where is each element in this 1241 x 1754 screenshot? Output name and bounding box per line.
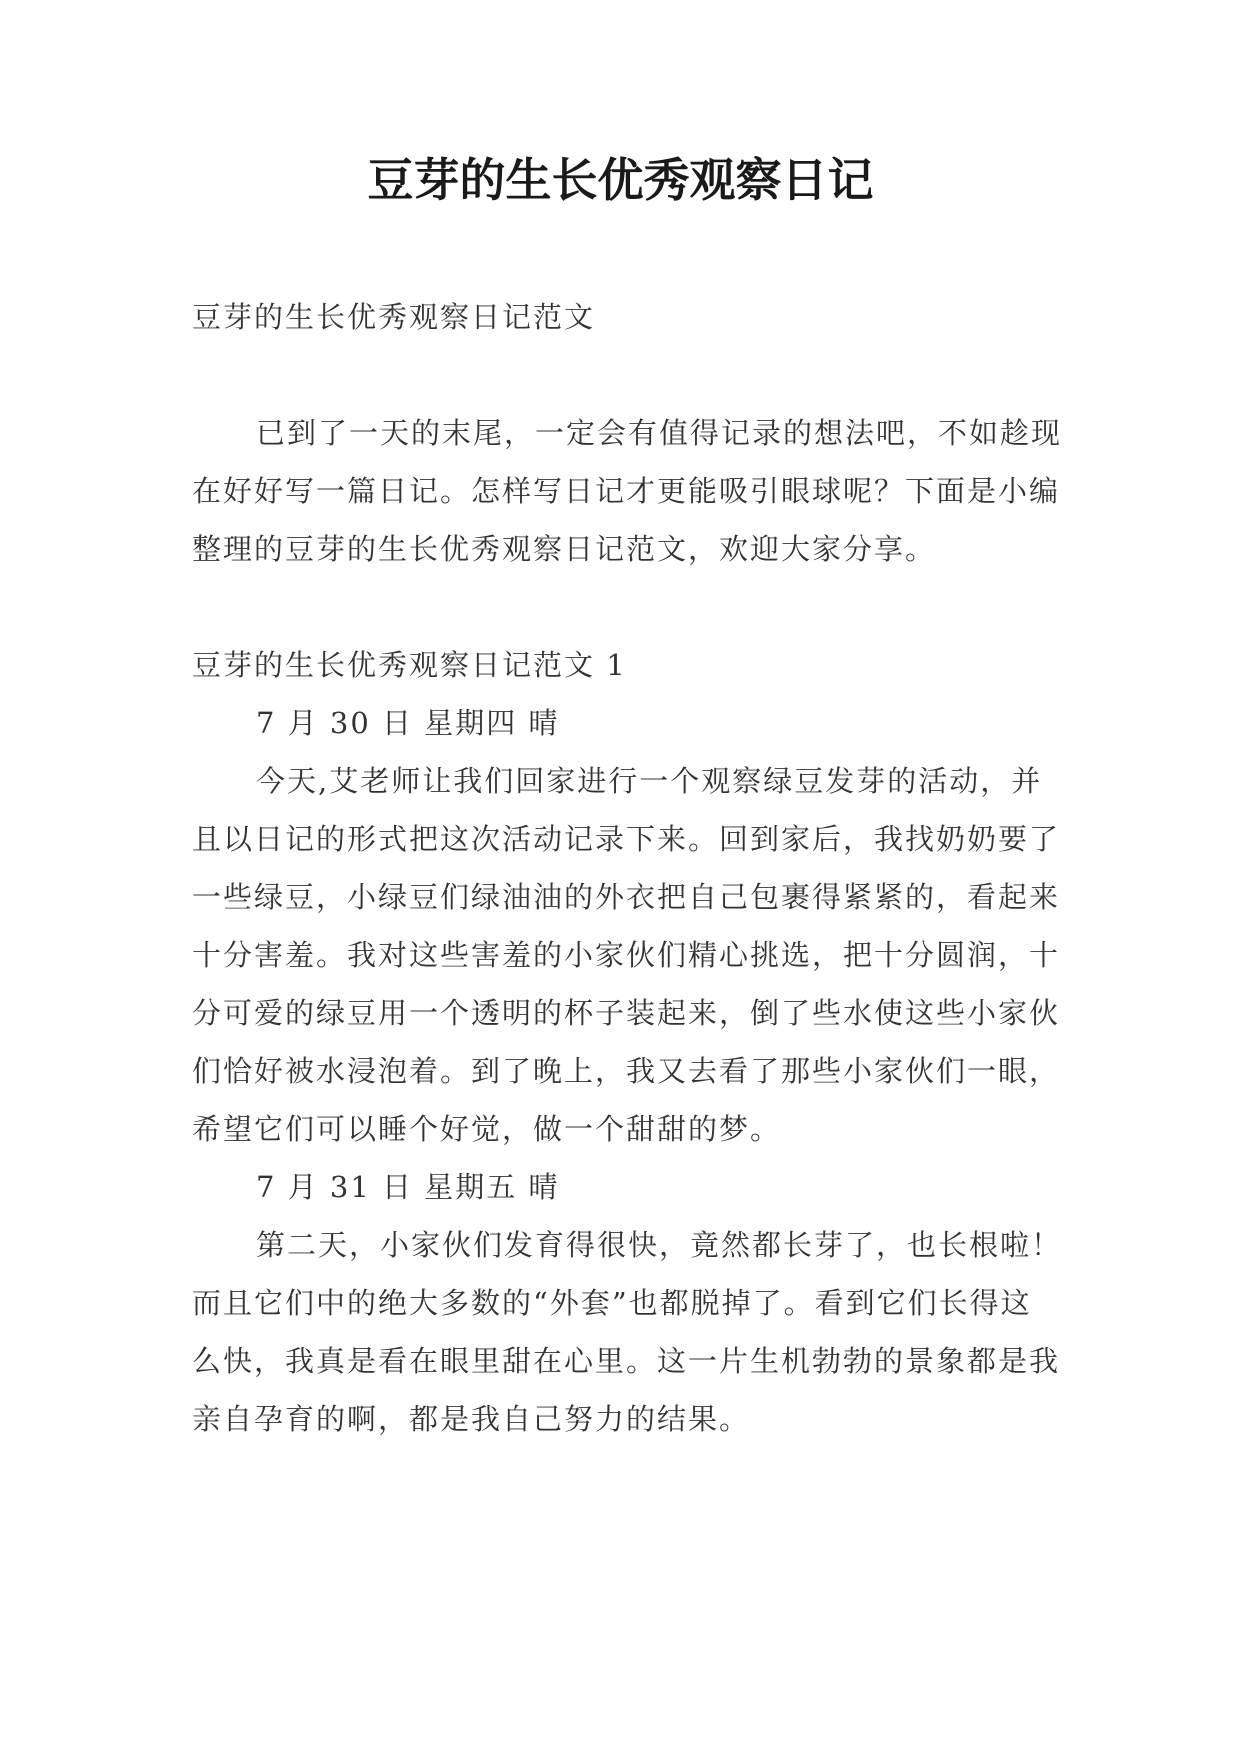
entry-date: 7 月 30 日 星期四 晴 — [256, 706, 560, 740]
section-heading: 豆芽的生长优秀观察日记范文 1 — [192, 648, 627, 682]
document-title: 豆芽的生长优秀观察日记 — [367, 153, 874, 207]
intro-paragraph: 已到了一天的末尾，一定会有值得记录的想法吧，不如趁现在好好写一篇日记。怎样写日记才更能吸引眼球呢？下面是小编整理的豆芽的生长优秀观察日记范文，欢迎大家分享。 — [192, 416, 1063, 566]
document-body — [192, 288, 1062, 1448]
entry-paragraph: 今天,艾老师让我们回家进行一个观察绿豆发芽的活动，并且以日记的形式把这次活动记录下来。回到家后，我找奶奶要了一些绿豆，小绿豆们绿油油的外衣把自己包裹得紧紧的，看起来十分害羞。我对这些害羞的小家伙们精心挑选，把十分圆润，十分可爱的绿豆用一个透明的杯子装起来，倒了些水使这些小家伙们恰好被水浸泡着。到了晚上，我又去看了那些小家伙们一眼，希望它们可以睡个好觉，做一个甜甜的梦。 — [192, 764, 1061, 1146]
entry-date: 7 月 31 日 星期五 晴 — [256, 1170, 560, 1204]
entry-paragraph: 第二天，小家伙们发育得很快，竟然都长芽了，也长根啦！而且它们中的绝大多数的“外套”也都脱掉了。看到它们长得这么快，我真是看在眼里甜在心里。这一片生机勃勃的景象都是我亲自孕育的啊，都是我自己努力的结果。 — [192, 1228, 1063, 1436]
spacer — [192, 578, 1062, 636]
document-subtitle: 豆芽的生长优秀观察日记范文 — [192, 300, 596, 334]
spacer — [192, 346, 1062, 404]
